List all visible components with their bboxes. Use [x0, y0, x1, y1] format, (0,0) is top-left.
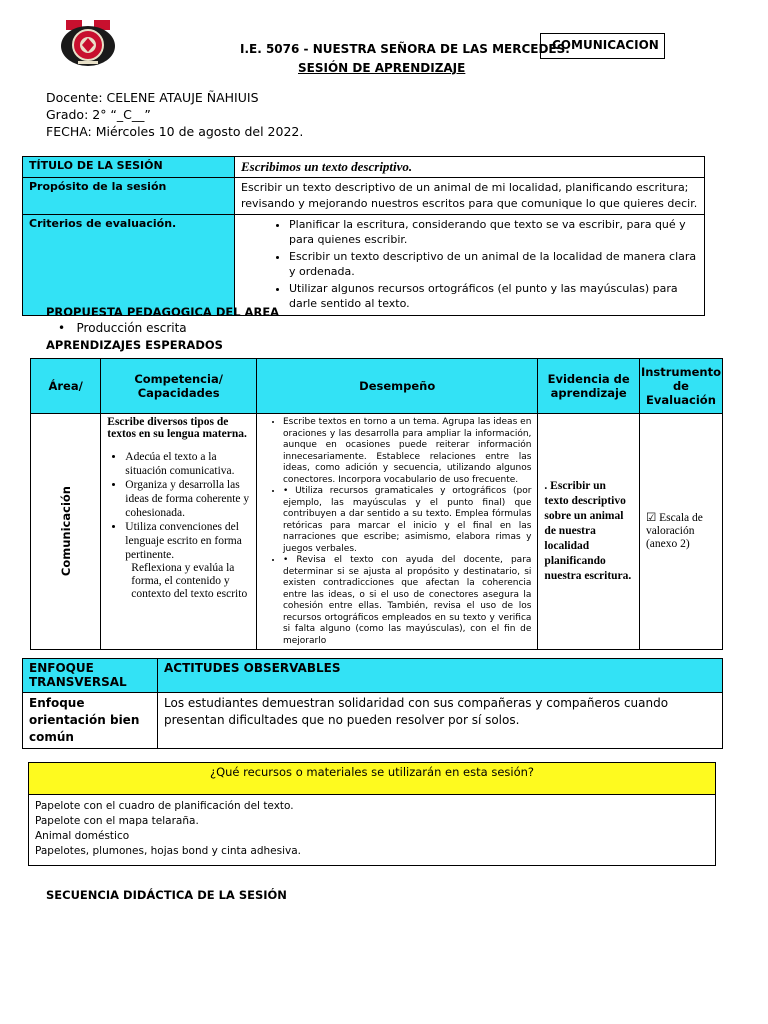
criteria-label: Criterios de evaluación. — [23, 215, 235, 316]
materials-box — [28, 762, 716, 866]
header-area: Área/ — [31, 359, 101, 414]
header-evidence: Evidencia de aprendizaje — [538, 359, 640, 414]
header-performance: Desempeño — [256, 359, 537, 414]
approach-label: Enfoque orientación bien común — [23, 693, 158, 749]
evidence-cell: . Escribir un texto descriptivo sobre un animal de nuestra localidad planificando nuestra escritura. — [538, 414, 640, 650]
purpose-value: Escribir un texto descriptivo de un animal de mi localidad, planificando escritura; revisando y mejorando nuestros escritos para que comunique lo que quieres decir. — [235, 178, 705, 215]
title-label: TÍTULO DE LA SESIÓN — [23, 157, 235, 178]
teacher-line: Docente: CELENE ATAUJE ÑAHIUIS — [46, 90, 259, 105]
performance-cell — [256, 414, 537, 650]
bullet-icon: • — [58, 321, 77, 335]
material-item: Papelotes, plumones, hojas bond y cinta adhesiva. — [35, 845, 301, 857]
proposal-heading: PROPUESTA PEDAGOGICA DEL AREA — [46, 305, 280, 319]
approach-value: Los estudiantes demuestran solidaridad con sus compañeras y compañeros cuando presentan dificultades que no pueden resolver por sí solos. — [158, 693, 723, 749]
criteria-item: • Utilizar algunos recursos ortográficos (el punto y las mayúsculas) para darle sentido al texto. — [289, 281, 698, 311]
transversal-table — [22, 658, 723, 749]
subject-box: COMUNICACION — [540, 33, 665, 59]
school-name: I.E. 5076 - NUESTRA SEÑORA DE LAS MERCEDES. — [240, 42, 570, 56]
competence-cell — [101, 414, 257, 650]
competence-title: Escribe diversos tipos de textos en su lengua materna. — [107, 416, 247, 440]
performance-item: • • Revisa el texto con ayuda del docente, para determinar si se ajusta al propósito y destinatario, si existen contradicciones que afectan la coherencia entre las ideas, o si el uso de conectores asegura la cohesión entre ellas. También, revisa el uso de los recursos ortográficos empleados en su texto y verifica si falta alguno (como las mayúsculas), con el fin de mejorarlo — [283, 555, 531, 647]
learning-table — [30, 358, 723, 650]
performance-item: • Escribe textos en torno a un tema. Agrupa las ideas en oraciones y las desarrolla para ampliar la información, aunque en ocasiones puede reiterar información innecesariamente. Establece relaciones entre las ideas, como adición y secuencia, utilizando algunos conectores. Incorpora vocabulario de uso frecuente. — [283, 417, 531, 486]
instrument-cell: ☑ Escala de valoración (anexo 2) — [639, 414, 722, 650]
header-competence: Competencia/ Capacidades — [101, 359, 257, 414]
expected-heading: APRENDIZAJES ESPERADOS — [46, 338, 223, 352]
sequence-heading: SECUENCIA DIDÁCTICA DE LA SESIÓN — [46, 888, 287, 902]
area-cell — [31, 414, 101, 650]
proposal-item-label: Producción escrita — [76, 321, 187, 335]
school-logo — [60, 18, 116, 68]
purpose-label: Propósito de la sesión — [23, 178, 235, 215]
material-item: Animal doméstico — [35, 830, 130, 842]
transversal-header: ENFOQUE TRANSVERSAL — [23, 659, 158, 693]
title-value: Escribimos un texto descriptivo. — [235, 157, 705, 178]
capacity-item: • Organiza y desarrolla las ideas de forma coherente y cohesionada. — [125, 478, 250, 520]
capacity-item: • Adecúa el texto a la situación comunicativa. — [125, 450, 250, 478]
criteria-item: • Planificar la escritura, considerando que texto se va escribir, para qué y para quienes escribir. — [289, 217, 698, 247]
session-table — [22, 156, 705, 316]
material-item: Papelote con el mapa telaraña. — [35, 815, 199, 827]
capacity-item: • Utiliza convenciones del lenguaje escrito en forma pertinente. — [125, 520, 250, 562]
area-label: Comunicación — [58, 486, 73, 577]
criteria-cell — [235, 215, 705, 316]
performance-item: • • Utiliza recursos gramaticales y ortográficos (por ejemplo, las mayúsculas y el punto final) que contribuyen a dar sentido a su texto. Emplea fórmulas retóricas para marcar el inicio y el final en las narraciones que escribe; asimismo, elabora rimas y juegos verbales. — [283, 486, 531, 555]
capacity-last: Reflexiona y evalúa la forma, el contenido y contexto del texto escrito — [131, 562, 248, 600]
header-instrument: Instrumento de Evaluación — [639, 359, 722, 414]
criteria-item: • Escribir un texto descriptivo de un animal de la localidad de manera clara y ordenada. — [289, 249, 698, 279]
attitudes-header: ACTITUDES OBSERVABLES — [158, 659, 723, 693]
grade-line: Grado: 2° “_C__” — [46, 107, 151, 122]
date-line: FECHA: Miércoles 10 de agosto del 2022. — [46, 124, 304, 139]
session-title: SESIÓN DE APRENDIZAJE — [298, 61, 466, 75]
materials-list — [29, 795, 715, 865]
material-item: Papelote con el cuadro de planificación del texto. — [35, 800, 294, 812]
proposal-item — [58, 321, 187, 335]
materials-question: ¿Qué recursos o materiales se utilizarán en esta sesión? — [29, 763, 715, 795]
